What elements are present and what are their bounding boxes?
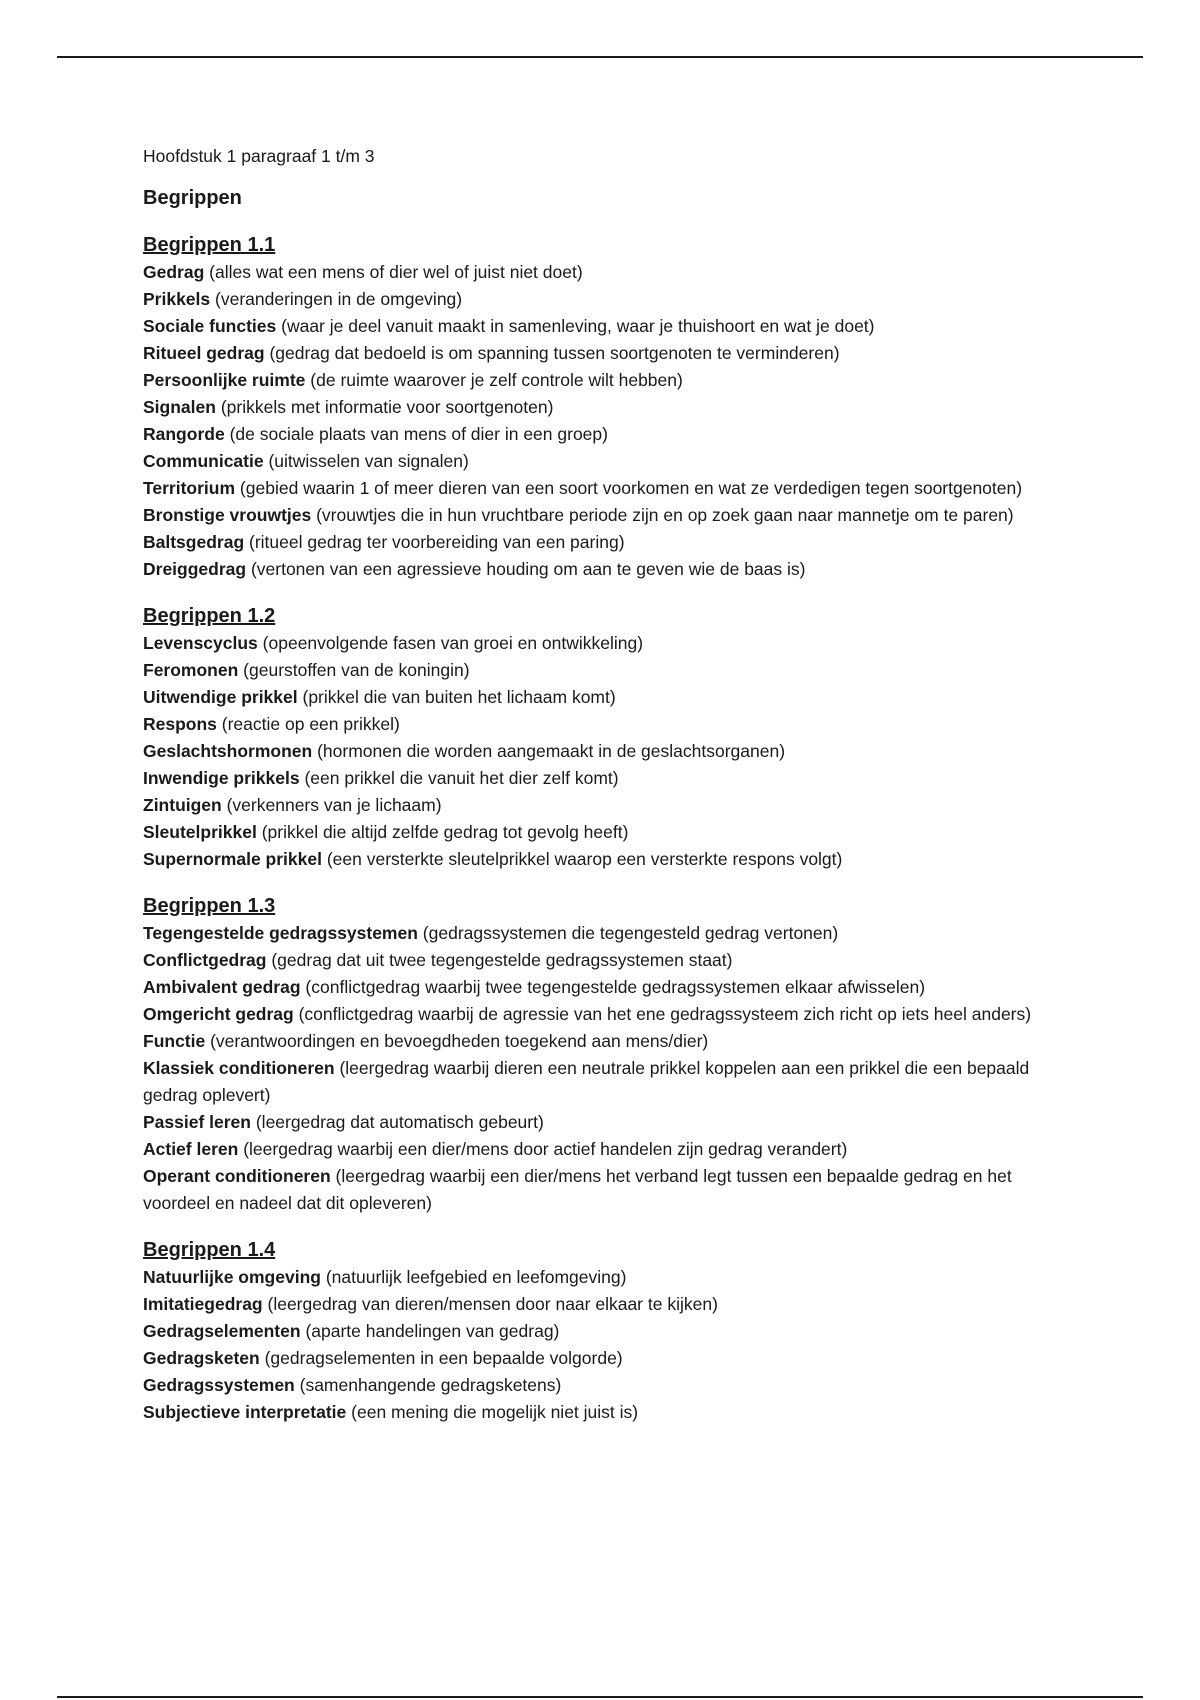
term-name: Natuurlijke omgeving xyxy=(143,1267,321,1287)
term-definition: (geurstoffen van de koningin) xyxy=(243,660,470,680)
term-definition: (prikkels met informatie voor soortgenoten) xyxy=(220,397,554,417)
term-name: Rangorde xyxy=(143,424,225,444)
term-item xyxy=(143,1291,1063,1318)
term-definition: (leergedrag van dieren/mensen door naar elkaar te kijken) xyxy=(267,1294,718,1314)
term-name: Persoonlijke ruimte xyxy=(143,370,306,390)
term-item xyxy=(143,421,1063,448)
term-name: Imitatiegedrag xyxy=(143,1294,263,1314)
section-title: Begrippen 1.4 xyxy=(143,1239,276,1261)
term-item xyxy=(143,1163,1063,1217)
term-item xyxy=(143,286,1063,313)
term-item xyxy=(143,846,1063,873)
term-item xyxy=(143,974,1063,1001)
term-definition: (een versterkte sleutelprikkel waarop een versterkte respons volgt) xyxy=(326,849,843,869)
term-definition: (leergedrag waarbij een dier/mens het verband legt tussen een bepaalde gedrag en het voordeel en nadeel dat dit opleveren) xyxy=(143,1166,1012,1213)
term-definition: (de ruimte waarover je zelf controle wilt hebben) xyxy=(310,370,683,390)
term-item xyxy=(143,792,1063,819)
term-definition: (gedragselementen in een bepaalde volgorde) xyxy=(264,1348,623,1368)
term-item xyxy=(143,475,1063,502)
term-item xyxy=(143,394,1063,421)
term-name: Communicatie xyxy=(143,451,264,471)
term-definition: (een prikkel die vanuit het dier zelf komt) xyxy=(304,768,619,788)
term-item xyxy=(143,1318,1063,1345)
term-definition: (conflictgedrag waarbij de agressie van het ene gedragssysteem zich richt op iets heel anders) xyxy=(298,1004,1032,1024)
term-item xyxy=(143,502,1063,529)
term-name: Respons xyxy=(143,714,217,734)
term-item xyxy=(143,340,1063,367)
term-name: Tegengestelde gedragssystemen xyxy=(143,923,418,943)
term-item xyxy=(143,819,1063,846)
term-definition: (leergedrag dat automatisch gebeurt) xyxy=(255,1112,544,1132)
term-item xyxy=(143,711,1063,738)
term-name: Dreiggedrag xyxy=(143,559,247,579)
term-list xyxy=(143,1264,1063,1426)
term-definition: (leergedrag waarbij een dier/mens door actief handelen zijn gedrag verandert) xyxy=(243,1139,848,1159)
term-name: Sleutelprikkel xyxy=(143,822,257,842)
term-name: Gedragselementen xyxy=(143,1321,301,1341)
term-definition: (vrouwtjes die in hun vruchtbare periode zijn en op zoek gaan naar mannetje om te paren) xyxy=(316,505,1014,525)
document-heading: Hoofdstuk 1 paragraaf 1 t/m 3 xyxy=(143,146,375,166)
term-name: Baltsgedrag xyxy=(143,532,245,552)
term-list xyxy=(143,920,1063,1217)
term-name: Supernormale prikkel xyxy=(143,849,322,869)
term-definition: (uitwisselen van signalen) xyxy=(268,451,469,471)
term-item xyxy=(143,259,1063,286)
term-list xyxy=(143,259,1063,583)
term-definition: (prikkel die altijd zelfde gedrag tot gevolg heeft) xyxy=(261,822,629,842)
term-name: Zintuigen xyxy=(143,795,222,815)
term-definition: (aparte handelingen van gedrag) xyxy=(305,1321,560,1341)
term-item xyxy=(143,1001,1063,1028)
term-name: Geslachtshormonen xyxy=(143,741,313,761)
term-item xyxy=(143,448,1063,475)
term-definition: (ritueel gedrag ter voorbereiding van een paring) xyxy=(249,532,625,552)
term-definition: (gedrag dat uit twee tegengestelde gedragssystemen staat) xyxy=(271,950,733,970)
term-name: Sociale functies xyxy=(143,316,277,336)
term-name: Klassiek conditioneren xyxy=(143,1058,335,1078)
term-name: Bronstige vrouwtjes xyxy=(143,505,312,525)
sections-container xyxy=(143,231,1063,1426)
term-section xyxy=(143,602,1063,873)
term-item xyxy=(143,556,1063,583)
term-item xyxy=(143,1109,1063,1136)
term-definition: (natuurlijk leefgebied en leefomgeving) xyxy=(325,1267,627,1287)
document-title: Begrippen xyxy=(143,187,242,209)
page-top-rule xyxy=(57,56,1143,58)
section-title: Begrippen 1.3 xyxy=(143,895,276,917)
term-name: Uitwendige prikkel xyxy=(143,687,298,707)
term-item xyxy=(143,367,1063,394)
document-body xyxy=(143,143,1063,1445)
term-name: Conflictgedrag xyxy=(143,950,267,970)
term-definition: (opeenvolgende fasen van groei en ontwikkeling) xyxy=(262,633,644,653)
term-item xyxy=(143,1345,1063,1372)
term-name: Functie xyxy=(143,1031,206,1051)
term-name: Ritueel gedrag xyxy=(143,343,265,363)
term-definition: (waar je deel vanuit maakt in samenleving, waar je thuishoort en wat je doet) xyxy=(281,316,875,336)
term-item xyxy=(143,1264,1063,1291)
term-name: Subjectieve interpretatie xyxy=(143,1402,347,1422)
term-name: Feromonen xyxy=(143,660,239,680)
term-name: Inwendige prikkels xyxy=(143,768,300,788)
term-item xyxy=(143,657,1063,684)
term-definition: (conflictgedrag waarbij twee tegengestelde gedragssystemen elkaar afwisselen) xyxy=(305,977,926,997)
term-item xyxy=(143,947,1063,974)
term-item xyxy=(143,1055,1063,1109)
term-definition: (de sociale plaats van mens of dier in een groep) xyxy=(229,424,608,444)
term-definition: (gedragssystemen die tegengesteld gedrag vertonen) xyxy=(422,923,839,943)
page-bottom-rule xyxy=(57,1696,1143,1698)
term-definition: (prikkel die van buiten het lichaam komt) xyxy=(302,687,616,707)
term-item xyxy=(143,1028,1063,1055)
term-name: Gedragssystemen xyxy=(143,1375,295,1395)
term-definition: (gebied waarin 1 of meer dieren van een soort voorkomen en wat ze verdedigen tegen soortgenoten) xyxy=(239,478,1023,498)
term-name: Ambivalent gedrag xyxy=(143,977,301,997)
term-definition: (hormonen die worden aangemaakt in de geslachtsorganen) xyxy=(317,741,786,761)
term-item xyxy=(143,1136,1063,1163)
term-list xyxy=(143,630,1063,873)
term-item xyxy=(143,313,1063,340)
term-definition: (verantwoordingen en bevoegdheden toegekend aan mens/dier) xyxy=(210,1031,709,1051)
term-item xyxy=(143,1372,1063,1399)
term-definition: (samenhangende gedragsketens) xyxy=(299,1375,562,1395)
term-name: Gedragsketen xyxy=(143,1348,260,1368)
term-name: Gedrag xyxy=(143,262,205,282)
term-definition: (verkenners van je lichaam) xyxy=(226,795,442,815)
term-item xyxy=(143,684,1063,711)
term-definition: (alles wat een mens of dier wel of juist niet doet) xyxy=(209,262,583,282)
term-item xyxy=(143,920,1063,947)
term-name: Prikkels xyxy=(143,289,211,309)
term-definition: (leergedrag waarbij dieren een neutrale prikkel koppelen aan een prikkel die een bepaald gedrag oplevert) xyxy=(143,1058,1030,1105)
term-item xyxy=(143,738,1063,765)
term-name: Omgericht gedrag xyxy=(143,1004,294,1024)
section-title: Begrippen 1.2 xyxy=(143,605,276,627)
term-section xyxy=(143,892,1063,1217)
term-name: Levenscyclus xyxy=(143,633,258,653)
term-item xyxy=(143,765,1063,792)
term-name: Operant conditioneren xyxy=(143,1166,331,1186)
term-definition: (een mening die mogelijk niet juist is) xyxy=(351,1402,639,1422)
term-definition: (vertonen van een agressieve houding om aan te geven wie de baas is) xyxy=(250,559,806,579)
term-definition: (reactie op een prikkel) xyxy=(221,714,400,734)
term-section xyxy=(143,231,1063,583)
term-name: Actief leren xyxy=(143,1139,239,1159)
term-definition: (veranderingen in de omgeving) xyxy=(215,289,463,309)
term-name: Territorium xyxy=(143,478,236,498)
term-item xyxy=(143,1399,1063,1426)
term-name: Passief leren xyxy=(143,1112,251,1132)
term-definition: (gedrag dat bedoeld is om spanning tussen soortgenoten te verminderen) xyxy=(269,343,840,363)
term-item xyxy=(143,630,1063,657)
term-item xyxy=(143,529,1063,556)
term-section xyxy=(143,1236,1063,1426)
term-name: Signalen xyxy=(143,397,216,417)
section-title: Begrippen 1.1 xyxy=(143,234,276,256)
